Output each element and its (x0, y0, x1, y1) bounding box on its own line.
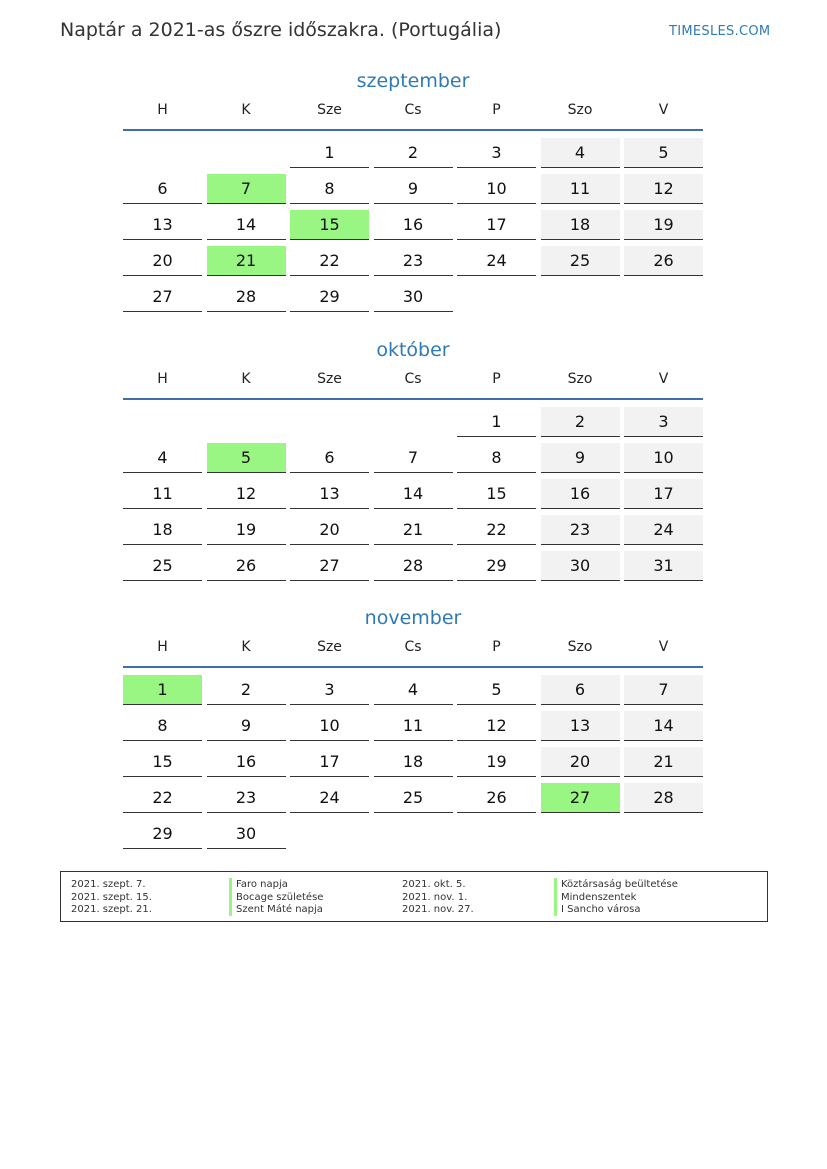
day-cell: 23 (374, 246, 453, 276)
weekday-header (123, 639, 703, 667)
weekday-label: K (241, 102, 251, 118)
month-1 (123, 339, 703, 575)
day-cell: 2 (374, 138, 453, 168)
legend-date: 2021. okt. 5. (402, 879, 466, 890)
day-cell: 19 (624, 210, 703, 240)
day-cell: 22 (457, 515, 536, 545)
day-cell: 15 (123, 747, 202, 777)
day-cell: 12 (457, 711, 536, 741)
day-cell: 10 (457, 174, 536, 204)
day-cell: 9 (207, 711, 286, 741)
day-cell: 31 (624, 551, 703, 581)
day-cell: 18 (123, 515, 202, 545)
day-cell: 29 (290, 282, 369, 312)
day-cell: 10 (624, 443, 703, 473)
day-cell: 27 (123, 282, 202, 312)
day-cell: 26 (207, 551, 286, 581)
day-cell: 17 (290, 747, 369, 777)
weekday-label: V (658, 639, 669, 655)
day-cell: 22 (290, 246, 369, 276)
legend-date: 2021. nov. 27. (402, 904, 474, 915)
weekday-label: K (241, 639, 251, 655)
day-cell: 9 (374, 174, 453, 204)
day-cell: 1 (290, 138, 369, 168)
header-divider (123, 398, 703, 400)
header-divider (123, 129, 703, 131)
day-cell: 21 (624, 747, 703, 777)
weekday-header (123, 371, 703, 399)
day-cell: 23 (207, 783, 286, 813)
weekday-label: Szo (567, 102, 593, 118)
day-cell: 20 (290, 515, 369, 545)
day-cell: 21 (374, 515, 453, 545)
brand-link[interactable]: TIMESLES.COM (669, 24, 771, 39)
day-cell: 13 (541, 711, 620, 741)
page-title: Naptár a 2021-as őszre időszakra. (Portugália) (60, 19, 502, 41)
day-cell: 10 (290, 711, 369, 741)
weekday-label: Szo (567, 371, 593, 387)
day-cell: 16 (374, 210, 453, 240)
day-cell: 7 (624, 675, 703, 705)
day-cell: 3 (457, 138, 536, 168)
weekday-label: Cs (404, 371, 422, 387)
month-title: szeptember (356, 70, 470, 92)
day-cell: 30 (541, 551, 620, 581)
day-cell: 24 (624, 515, 703, 545)
day-cell: 18 (374, 747, 453, 777)
day-cell: 12 (207, 479, 286, 509)
legend-holiday-name: Bocage születése (229, 891, 323, 904)
weekday-label: Sze (317, 102, 342, 118)
weekday-label: Cs (404, 639, 422, 655)
weekday-label: P (492, 639, 501, 655)
day-cell-holiday: 7 (207, 174, 286, 204)
legend-holiday-name: Faro napja (229, 878, 288, 891)
day-cell: 28 (624, 783, 703, 813)
weekday-label: Cs (404, 102, 422, 118)
legend-date: 2021. szept. 15. (71, 891, 152, 903)
weekday-label: V (658, 102, 669, 118)
day-cell: 29 (123, 819, 202, 849)
day-cell: 22 (123, 783, 202, 813)
month-title: november (364, 607, 462, 629)
weekday-label: K (241, 371, 251, 387)
header-divider (123, 666, 703, 668)
day-cell: 6 (541, 675, 620, 705)
day-cell: 18 (541, 210, 620, 240)
day-cell: 14 (207, 210, 286, 240)
weekday-label: H (157, 639, 168, 655)
day-cell: 25 (374, 783, 453, 813)
day-cell: 20 (123, 246, 202, 276)
day-cell: 24 (290, 783, 369, 813)
day-cell: 5 (457, 675, 536, 705)
month-title: október (376, 339, 450, 361)
day-cell-holiday: 27 (541, 783, 620, 813)
day-cell-holiday: 21 (207, 246, 286, 276)
day-cell: 28 (207, 282, 286, 312)
day-cell: 9 (541, 443, 620, 473)
day-cell: 11 (123, 479, 202, 509)
legend-date: 2021. szept. 7. (71, 879, 146, 890)
day-cell: 11 (374, 711, 453, 741)
day-cell-holiday: 15 (290, 210, 369, 240)
day-cell: 7 (374, 443, 453, 473)
day-cell: 12 (624, 174, 703, 204)
day-cell: 4 (123, 443, 202, 473)
weekday-label: Sze (317, 639, 342, 655)
day-cell: 30 (374, 282, 453, 312)
day-cell: 20 (541, 747, 620, 777)
legend-holiday-name: I Sancho városa (554, 903, 640, 916)
day-cell: 14 (624, 711, 703, 741)
day-cell: 28 (374, 551, 453, 581)
weekday-label: H (157, 371, 168, 387)
day-cell: 8 (123, 711, 202, 741)
day-cell: 4 (541, 138, 620, 168)
day-cell-holiday: 1 (123, 675, 202, 705)
weekday-label: V (658, 371, 669, 387)
day-cell: 17 (624, 479, 703, 509)
day-cell: 2 (207, 675, 286, 705)
day-cell: 24 (457, 246, 536, 276)
day-cell: 29 (457, 551, 536, 581)
day-cell: 16 (207, 747, 286, 777)
day-cell: 2 (541, 407, 620, 437)
month-0 (123, 70, 703, 306)
day-cell: 30 (207, 819, 286, 849)
day-cell: 3 (624, 407, 703, 437)
day-cell: 1 (457, 407, 536, 437)
day-cell: 26 (624, 246, 703, 276)
day-cell: 5 (624, 138, 703, 168)
day-cell: 23 (541, 515, 620, 545)
holiday-legend (60, 871, 768, 922)
legend-holiday-name: Köztársaság beültetése (554, 878, 678, 891)
day-cell: 4 (374, 675, 453, 705)
day-cell: 25 (123, 551, 202, 581)
day-cell: 25 (541, 246, 620, 276)
weekday-label: P (492, 102, 501, 118)
weekday-label: Szo (567, 639, 593, 655)
day-cell: 17 (457, 210, 536, 240)
weekday-label: Sze (317, 371, 342, 387)
day-cell: 11 (541, 174, 620, 204)
legend-holiday-name: Szent Máté napja (229, 903, 323, 916)
day-cell: 6 (290, 443, 369, 473)
weekday-label: P (492, 371, 501, 387)
day-cell: 27 (290, 551, 369, 581)
legend-date: 2021. nov. 1. (402, 891, 468, 903)
day-cell: 13 (123, 210, 202, 240)
day-cell: 16 (541, 479, 620, 509)
day-cell-holiday: 5 (207, 443, 286, 473)
weekday-header (123, 102, 703, 130)
legend-date: 2021. szept. 21. (71, 904, 152, 915)
day-cell: 3 (290, 675, 369, 705)
weekday-label: H (157, 102, 168, 118)
day-cell: 8 (457, 443, 536, 473)
day-cell: 19 (207, 515, 286, 545)
day-cell: 19 (457, 747, 536, 777)
day-cell: 14 (374, 479, 453, 509)
legend-holiday-name: Mindenszentek (554, 891, 636, 904)
day-cell: 13 (290, 479, 369, 509)
day-cell: 26 (457, 783, 536, 813)
day-cell: 8 (290, 174, 369, 204)
month-2 (123, 607, 703, 843)
day-cell: 15 (457, 479, 536, 509)
day-cell: 6 (123, 174, 202, 204)
